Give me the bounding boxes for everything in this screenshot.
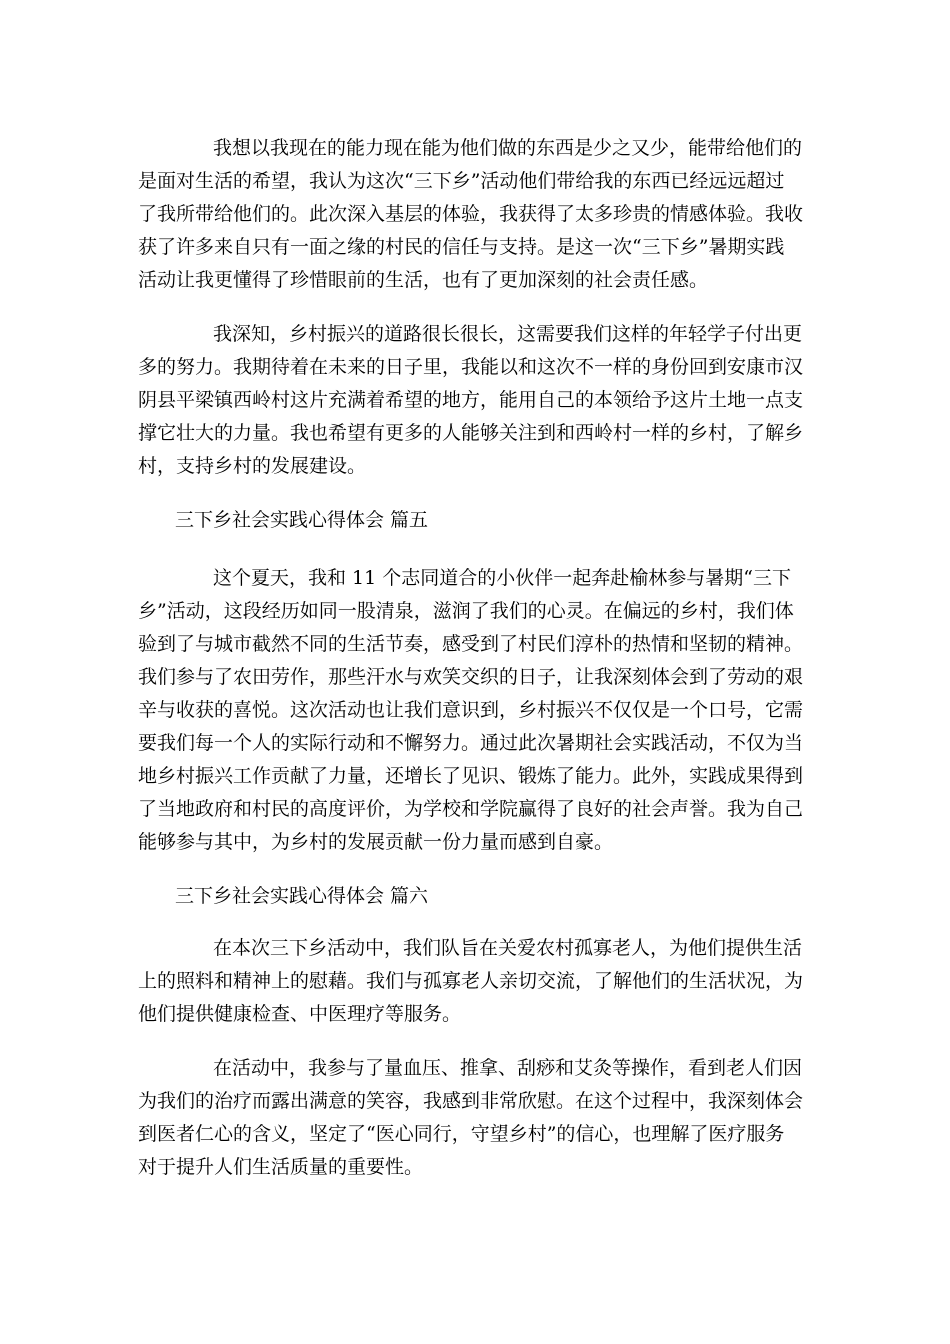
text-line: 对于提升人们生活质量的重要性。 — [138, 1156, 424, 1178]
text-line: 了当地政府和村民的高度评价，为学校和学院赢得了良好的社会声誉。我为自己 — [138, 798, 804, 820]
text-line: 辛与收获的喜悦。这次活动也让我们意识到，乡村振兴不仅仅是一个口号，它需 — [138, 699, 804, 721]
text-line: 要我们每一个人的实际行动和不懈努力。通过此次暑期社会实践活动，不仅为当 — [138, 732, 804, 754]
text-line: 他们提供健康检查、中医理疗等服务。 — [138, 1003, 462, 1025]
text-line: 是面对生活的希望，我认为这次“三下乡”活动他们带给我的东西已经远远超过 — [138, 170, 785, 192]
text-line: 阴县平梁镇西岭村这片充满着希望的地方，能用自己的本领给予这片土地一点支 — [138, 389, 804, 411]
text-line: 获了许多来自只有一面之缘的村民的信任与支持。是这一次“三下乡”暑期实践 — [138, 236, 785, 258]
text-line: 乡”活动，这段经历如同一股清泉，滋润了我们的心灵。在偏远的乡村，我们体 — [138, 600, 794, 622]
text-line: 了我所带给他们的。此次深入基层的体验，我获得了太多珍贵的情感体验。我收 — [138, 203, 804, 225]
text-line: 这个夏天，我和 11 个志同道合的小伙伴一起奔赴榆林参与暑期“三下 — [213, 567, 791, 589]
text-line: 上的照料和精神上的慰藉。我们与孤寡老人亲切交流，了解他们的生活状况，为 — [138, 970, 804, 992]
heading-text: 三下乡社会实践心得体会 篇五 — [175, 509, 429, 531]
text-line: 村，支持乡村的发展建设。 — [138, 455, 367, 477]
text-line: 我深知，乡村振兴的道路很长很长，这需要我们这样的年轻学子付出更 — [213, 323, 803, 345]
text-line: 撑它壮大的力量。我也希望有更多的人能够关注到和西岭村一样的乡村，了解乡 — [138, 422, 804, 444]
text-line: 在活动中，我参与了量血压、推拿、刮痧和艾灸等操作，看到老人们因 — [213, 1057, 803, 1079]
text-line: 活动让我更懂得了珍惜眼前的生活，也有了更加深刻的社会责任感。 — [138, 269, 709, 291]
text-line: 我们参与了农田劳作，那些汗水与欢笑交织的日子，让我深刻体会到了劳动的艰 — [138, 666, 804, 688]
text-line: 到医者仁心的含义，坚定了“医心同行，守望乡村”的信心，也理解了医疗服务 — [138, 1123, 785, 1145]
text-line: 我想以我现在的能力现在能为他们做的东西是少之又少，能带给他们的 — [213, 137, 803, 159]
text-line: 验到了与城市截然不同的生活节奏，感受到了村民们淳朴的热情和坚韧的精神。 — [138, 633, 804, 655]
text-line: 在本次三下乡活动中，我们队旨在关爱农村孤寡老人，为他们提供生活 — [213, 937, 803, 959]
text-line: 地乡村振兴工作贡献了力量，还增长了见识、锻炼了能力。此外，实践成果得到 — [138, 765, 804, 787]
text-line: 能够参与其中，为乡村的发展贡献一份力量而感到自豪。 — [138, 831, 614, 853]
text-line: 多的努力。我期待着在未来的日子里，我能以和这次不一样的身份回到安康市汉 — [138, 356, 804, 378]
heading-text: 三下乡社会实践心得体会 篇六 — [175, 885, 429, 907]
text-line: 为我们的治疗而露出满意的笑容，我感到非常欣慰。在这个过程中，我深刻体会 — [138, 1090, 804, 1112]
